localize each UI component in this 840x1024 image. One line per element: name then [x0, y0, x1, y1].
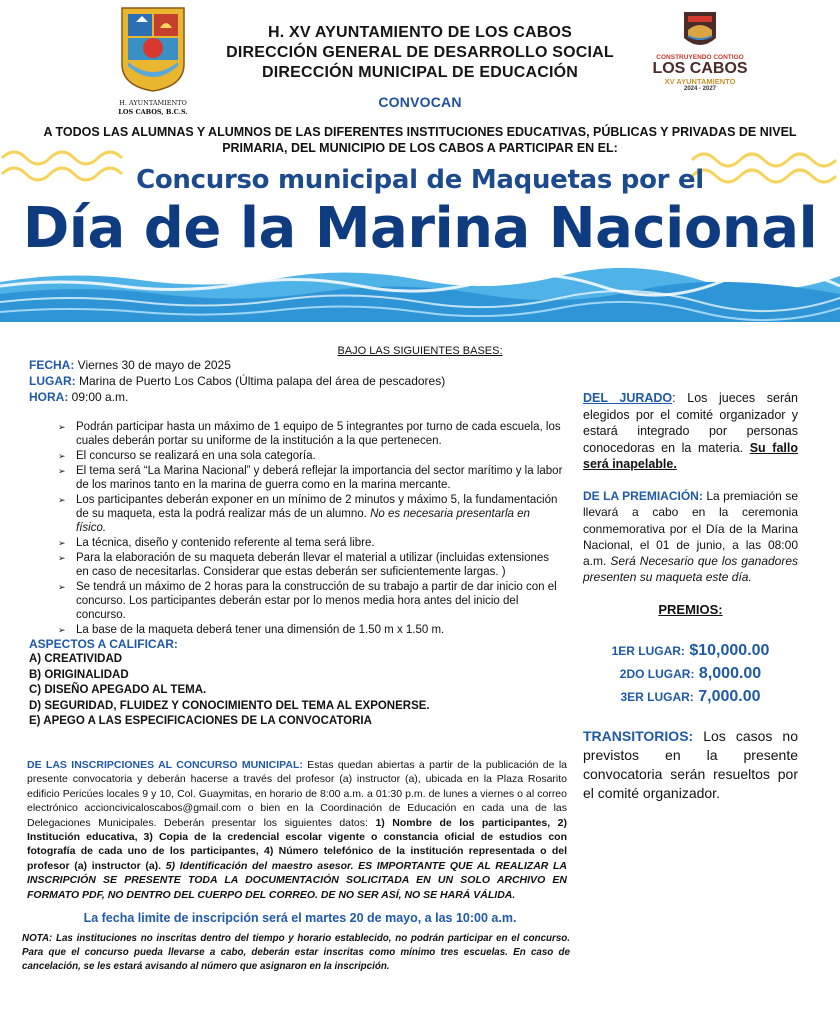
inscripciones-paragraph	[27, 758, 567, 902]
rule-text: La base de la maqueta deberá tener una dimensión de 1.50 m x 1.50 m.	[76, 624, 445, 636]
premiacion-italic-note: Será Necesario que los ganadores presenten su maqueta este día.	[583, 554, 799, 585]
lugar-value: Marina de Puerto Los Cabos (Última palapa del área de pescadores)	[79, 374, 446, 388]
premiacion-label: DE LA PREMIACIÓN:	[583, 489, 703, 503]
rule-text: Se tendrá un máximo de 2 horas para la construcción de su trabajo a partir de dar inicio con el concurso. Los participantes deberán estar por lo menos media hora antes del inicio del concurso.	[76, 581, 557, 621]
inscripciones-label: DE LAS INSCRIPCIONES AL CONCURSO MUNICIPAL:	[27, 759, 303, 771]
jurado-paragraph	[583, 390, 798, 473]
transitorios-text: Los casos no previstos en la presente convocatoria serán resueltos por el comité organizador.	[583, 728, 798, 801]
list-item: D) SEGURIDAD, FLUIDEZ Y CONOCIMIENTO DEL TEMA AL EXPONERSE.	[29, 699, 430, 712]
list-item	[58, 551, 563, 579]
fecha-label: FECHA:	[29, 358, 75, 372]
bases-title: BAJO LAS SIGUIENTES BASES:	[337, 345, 503, 357]
right-logo-subtext: XV AYUNTAMIENTO	[664, 77, 736, 86]
list-item	[58, 536, 563, 550]
prize-row-2	[583, 665, 798, 683]
arrow-bullet-icon: ➢	[58, 466, 66, 476]
convocan-heading: CONVOCAN	[378, 94, 462, 110]
list-item	[58, 623, 563, 637]
arrow-bullet-icon: ➢	[58, 451, 66, 461]
prize-amount: $10,000.00	[689, 642, 770, 659]
prize-row-1	[583, 642, 798, 660]
rules-list	[58, 420, 563, 638]
left-logo-caption-line1: H. AYUNTAMIENTO	[119, 99, 187, 107]
inscripciones-required-data: 1) Nombre de los participantes, 2) Institución educativa, 3) Copia de la credencial escolar vigente o constancia oficial de estudios con fotografía de cada uno de los participantes, 4) Número telefónico de la institución representada o del profesor (a) instructor (a).	[27, 816, 567, 872]
arrow-bullet-icon: ➢	[58, 582, 66, 592]
premiacion-text: La premiación se llevará a cabo en la ceremonia conmemorativa por el Día de la Marina Nacional, el 01 de junio, a las 08:00 a.m.	[583, 489, 798, 569]
aspectos-list	[29, 652, 430, 730]
jurado-emphasis: Su fallo será inapelable.	[583, 440, 798, 471]
left-logo-caption-line2: LOS CABOS, B.C.S.	[118, 108, 188, 116]
list-item	[58, 580, 563, 622]
arrow-bullet-icon: ➢	[58, 495, 66, 505]
prize-place: 2DO LUGAR:	[619, 667, 695, 681]
prize-row-3	[583, 688, 798, 706]
lugar-label: LUGAR:	[29, 374, 76, 388]
hora-label: HORA:	[29, 390, 69, 404]
premios-title: PREMIOS:	[658, 602, 723, 617]
right-logo-main-text: LOS CABOS	[652, 60, 748, 77]
rule-text: El tema será “La Marina Nacional” y deberá reflejar la importancia del sector marítimo y la labor de los marinos tanto en la marina de guerra como en la marina mercante.	[76, 465, 563, 491]
lugar-field	[29, 374, 445, 389]
list-item: C) DISEÑO APEGADO AL TEMA.	[29, 684, 207, 696]
rule-text: Podrán participar hasta un máximo de 1 equipo de 5 integrantes por turno de cada escuela, los cuales deberán portar su uniforme de la institución a la que pertenecen.	[76, 421, 561, 447]
hora-field	[29, 390, 128, 405]
prize-place: 1ER LUGAR:	[611, 644, 685, 658]
list-item	[58, 464, 563, 492]
list-item: A) CREATIVIDAD	[29, 653, 123, 665]
prize-amount: 7,000.00	[698, 688, 761, 705]
hora-value: 09:00 a.m.	[71, 390, 129, 404]
arrow-bullet-icon: ➢	[58, 625, 66, 635]
jurado-text: : Los jueces serán elegidos por el comité organizador y estará integrado por personas conocedoras en la materia.	[583, 391, 799, 455]
nota-paragraph: NOTA: Las instituciones no inscritas dentro del tiempo y horario establecido, no podrán participar en el concurso. Para que el concurso pueda llevarse a cabo, deberán estar inscritas como mínimo tres escuelas. En caso de cancelación, se les estará avisando al número que asignaron en la inscripción.	[22, 933, 570, 973]
registration-deadline: La fecha limite de inscripción será el martes 20 de mayo, a las 10:00 a.m.	[83, 911, 517, 925]
header-line-3: DIRECCIÓN MUNICIPAL DE EDUCACIÓN	[261, 64, 579, 81]
rule-text: La técnica, diseño y contenido referente al tema será libre.	[76, 537, 375, 549]
rule-italic-note: No es necesaria presentarla en físico.	[76, 508, 530, 534]
list-item: E) APEGO A LAS ESPECIFICACIONES DE LA CONVOCATORIA	[29, 715, 372, 727]
ocean-wave-band	[0, 264, 840, 322]
aspectos-title: ASPECTOS A CALIFICAR:	[29, 637, 178, 651]
jurado-label: DEL JURADO	[583, 391, 673, 405]
right-logo-years: 2024 - 2027	[683, 86, 717, 92]
rule-text: Los participantes deberán exponer en un mínimo de 2 minutos y máximo 5, la fundamentación de su maqueta, esta la podrá realizar más de un alumno.	[76, 494, 558, 520]
inscripciones-important-note: 5) Identificación del maestro asesor. ES IMPORTANTE QUE AL REALIZAR LA INSCRIPCIÓN SE PRESENTE TODA LA DOCUMENTACIÓN SOLICITADA EN UN SOLO ARCHIVO EN FORMATO PDF, NO DENTRO DEL CUERPO DEL CORREO. DE NO SER ASÍ, NO SE HARÁ VÁLIDA.	[27, 859, 567, 901]
fecha-field	[29, 358, 231, 373]
list-item	[58, 449, 563, 463]
inscripciones-text: Estas quedan abiertas a partir de la publicación de la presente convocatoria y deberán hacerse a través del profesor (a) instructor (a), ubicada en la Plaza Rosarito edificio Pericúes locales 9 y 10, Col. Guaymitas, en horario de 8:00 a.m. a 01:30 p.m. de lunes a viernes o al correo electrónico accioncivicaloscabos@gmail.com o bien en la Coordinación de Educación en cada una de las Delegaciones Municipales. Deberán presentar los siguientes datos:	[27, 759, 568, 829]
arrow-bullet-icon: ➢	[58, 538, 66, 548]
list-item	[58, 493, 563, 535]
list-item	[58, 420, 563, 448]
arrow-bullet-icon: ➢	[58, 553, 66, 563]
rule-text: El concurso se realizará en una sola categoría.	[76, 450, 316, 462]
fecha-value: Viernes 30 de mayo de 2025	[77, 358, 231, 372]
transitorios-paragraph	[583, 727, 798, 803]
event-title-line1: Concurso municipal de Maquetas por el	[136, 165, 704, 195]
list-item: B) ORIGINALIDAD	[29, 668, 129, 681]
header-line-1: H. XV AYUNTAMIENTO DE LOS CABOS	[267, 24, 572, 41]
right-logo-tagline: CONSTRUYENDO CONTIGO	[656, 54, 744, 61]
transitorios-label: TRANSITORIOS:	[583, 728, 694, 744]
event-title-line2: Día de la Marina Nacional	[22, 196, 818, 261]
intro-text: A TODOS LAS ALUMNAS Y ALUMNOS DE LAS DIFERENTES INSTITUCIONES EDUCATIVAS, PÚBLICAS Y PRIVADAS DE NIVEL PRIMARIA, DEL MUNICIPIO DE LOS CABOS A PARTICIPAR EN EL:	[43, 125, 797, 155]
premiacion-paragraph	[583, 488, 798, 586]
prize-amount: 8,000.00	[698, 665, 762, 682]
arrow-bullet-icon: ➢	[58, 422, 66, 432]
rule-text: Para la elaboración de su maqueta deberán llevar el material a utilizar (incluidas extensiones en caso de necesitarlas. Considerar que estas deberán ser suficientemente largas. )	[76, 552, 550, 578]
header-line-2: DIRECCIÓN GENERAL DE DESARROLLO SOCIAL	[226, 44, 614, 61]
prize-place: 3ER LUGAR:	[620, 690, 694, 704]
